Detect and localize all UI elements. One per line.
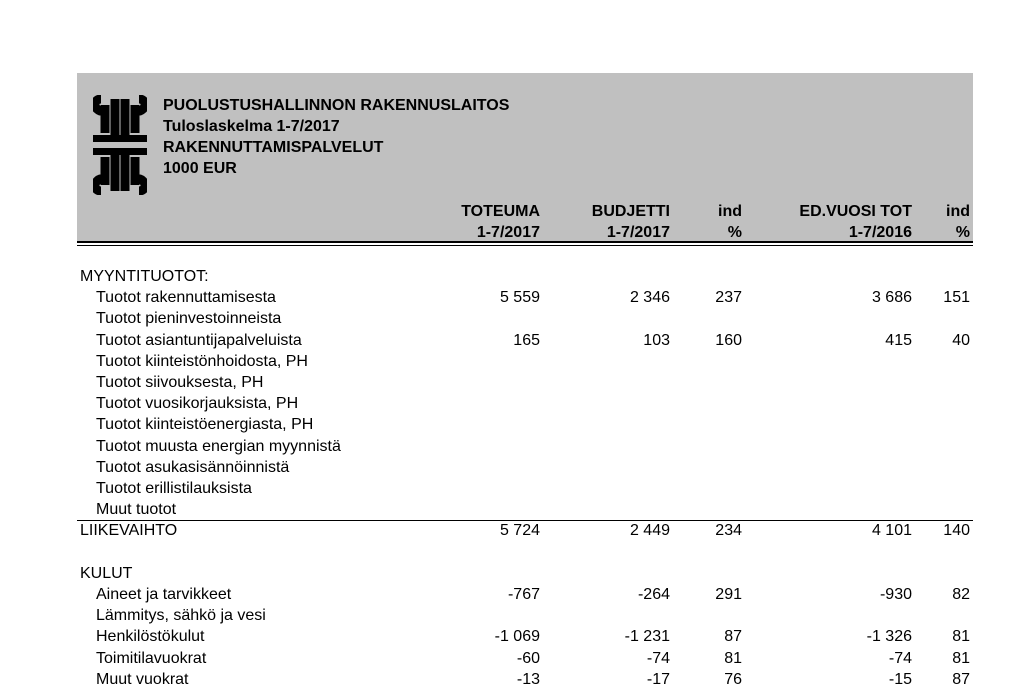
cell-edvuosi: 415 bbox=[885, 331, 912, 349]
report-title: Tuloslaskelma 1-7/2017 bbox=[163, 118, 340, 135]
row-label: Lämmitys, sähkö ja vesi bbox=[96, 607, 266, 625]
row-label: Tuotot muusta energian myynnistä bbox=[96, 437, 341, 455]
cell-ind-1: 160 bbox=[715, 331, 742, 349]
cell-ind-2: 81 bbox=[952, 628, 970, 646]
col-head-ind-2: ind % bbox=[946, 203, 970, 241]
cell-ind-1: 76 bbox=[724, 670, 742, 688]
table-row bbox=[0, 266, 1024, 287]
table-row bbox=[0, 308, 1024, 329]
row-label: KULUT bbox=[80, 564, 133, 582]
row-label: Tuotot siivouksesta, PH bbox=[96, 374, 264, 391]
row-label: MYYNTITUOTOT: bbox=[80, 268, 209, 285]
cell-toteuma: 5 724 bbox=[499, 522, 540, 540]
cell-edvuosi: -74 bbox=[888, 649, 912, 667]
header-divider-thin bbox=[77, 245, 973, 246]
cell-ind-2: 82 bbox=[952, 586, 970, 603]
table-row bbox=[0, 563, 1024, 584]
row-label: Tuotot asiantuntijapalveluista bbox=[96, 331, 302, 349]
table-row bbox=[0, 436, 1024, 457]
table-row bbox=[0, 287, 1024, 308]
col-head-budjetti: BUDJETTI 1-7/2017 bbox=[591, 203, 670, 241]
logo-emblem-icon bbox=[93, 95, 147, 195]
cell-toteuma: -1 069 bbox=[494, 628, 540, 646]
cell-budjetti: 2 346 bbox=[629, 289, 670, 307]
cell-ind-2: 151 bbox=[943, 289, 970, 307]
cell-edvuosi: -15 bbox=[888, 670, 912, 688]
cell-edvuosi: 3 686 bbox=[871, 289, 912, 307]
row-label: Toimitilavuokrat bbox=[96, 649, 207, 667]
cell-toteuma: 165 bbox=[513, 331, 540, 349]
cell-budjetti: 103 bbox=[643, 331, 670, 349]
row-label: Muut tuotot bbox=[96, 501, 177, 519]
currency-label: 1000 EUR bbox=[163, 160, 237, 177]
header-divider bbox=[77, 241, 973, 243]
org-name: PUOLUSTUSHALLINNON RAKENNUSLAITOS bbox=[163, 97, 510, 114]
table-row bbox=[0, 457, 1024, 478]
row-label: Tuotot kiinteistöenergiasta, PH bbox=[96, 416, 314, 434]
col-head-toteuma: TOTEUMA 1-7/2017 bbox=[461, 203, 540, 241]
row-label: Tuotot asukasisännöinnistä bbox=[96, 458, 290, 476]
row-label: Aineet ja tarvikkeet bbox=[96, 586, 232, 603]
cell-ind-1: 237 bbox=[715, 289, 742, 307]
cell-ind-1: 81 bbox=[724, 649, 742, 667]
cell-toteuma: -13 bbox=[516, 670, 540, 688]
cell-edvuosi: -1 326 bbox=[866, 628, 912, 646]
table-row bbox=[0, 393, 1024, 414]
cell-budjetti: -1 231 bbox=[624, 628, 670, 646]
cell-ind-1: 291 bbox=[715, 586, 742, 603]
row-label: Tuotot rakennuttamisesta bbox=[96, 289, 276, 307]
report-titles bbox=[163, 95, 509, 179]
cell-toteuma: -767 bbox=[507, 586, 540, 603]
table-row bbox=[0, 478, 1024, 499]
table-row bbox=[0, 372, 1024, 393]
table-row bbox=[0, 584, 1024, 605]
table-row bbox=[0, 520, 1024, 541]
table-row bbox=[0, 351, 1024, 372]
table-row bbox=[0, 626, 1024, 647]
cell-ind-2: 87 bbox=[952, 670, 970, 688]
table-row bbox=[0, 648, 1024, 669]
report-header bbox=[77, 73, 973, 241]
table-row bbox=[0, 499, 1024, 520]
cell-toteuma: 5 559 bbox=[499, 289, 540, 307]
cell-budjetti: -17 bbox=[646, 670, 670, 688]
row-label: Tuotot kiinteistönhoidosta, PH bbox=[96, 352, 308, 370]
cell-ind-1: 87 bbox=[724, 628, 742, 646]
cell-ind-2: 140 bbox=[943, 522, 970, 540]
cell-edvuosi: 4 101 bbox=[871, 522, 912, 540]
row-label: Tuotot vuosikorjauksista, PH bbox=[96, 395, 299, 413]
cell-budjetti: -74 bbox=[646, 649, 670, 667]
row-label: Henkilöstökulut bbox=[96, 628, 205, 646]
row-label: Tuotot pieninvestoinneista bbox=[96, 310, 282, 328]
table-row bbox=[0, 414, 1024, 435]
col-head-ind-1: ind % bbox=[718, 203, 742, 241]
cell-ind-2: 81 bbox=[952, 649, 970, 667]
cell-ind-2: 40 bbox=[952, 331, 970, 349]
cell-budjetti: 2 449 bbox=[629, 522, 670, 540]
table-row bbox=[0, 330, 1024, 351]
row-label: LIIKEVAIHTO bbox=[80, 522, 178, 540]
cell-toteuma: -60 bbox=[516, 649, 540, 667]
row-label: Tuotot erillistilauksista bbox=[96, 480, 252, 497]
cell-ind-1: 234 bbox=[715, 522, 742, 540]
col-head-edvuosi: ED.VUOSI TOT 1-7/2016 bbox=[799, 203, 912, 241]
table-row bbox=[0, 669, 1024, 690]
table-row bbox=[0, 605, 1024, 626]
unit-name: RAKENNUTTAMISPALVELUT bbox=[163, 139, 384, 156]
table-row bbox=[0, 542, 1024, 563]
cell-edvuosi: -930 bbox=[879, 586, 912, 603]
cell-budjetti: -264 bbox=[637, 586, 670, 603]
row-label: Muut vuokrat bbox=[96, 670, 189, 688]
